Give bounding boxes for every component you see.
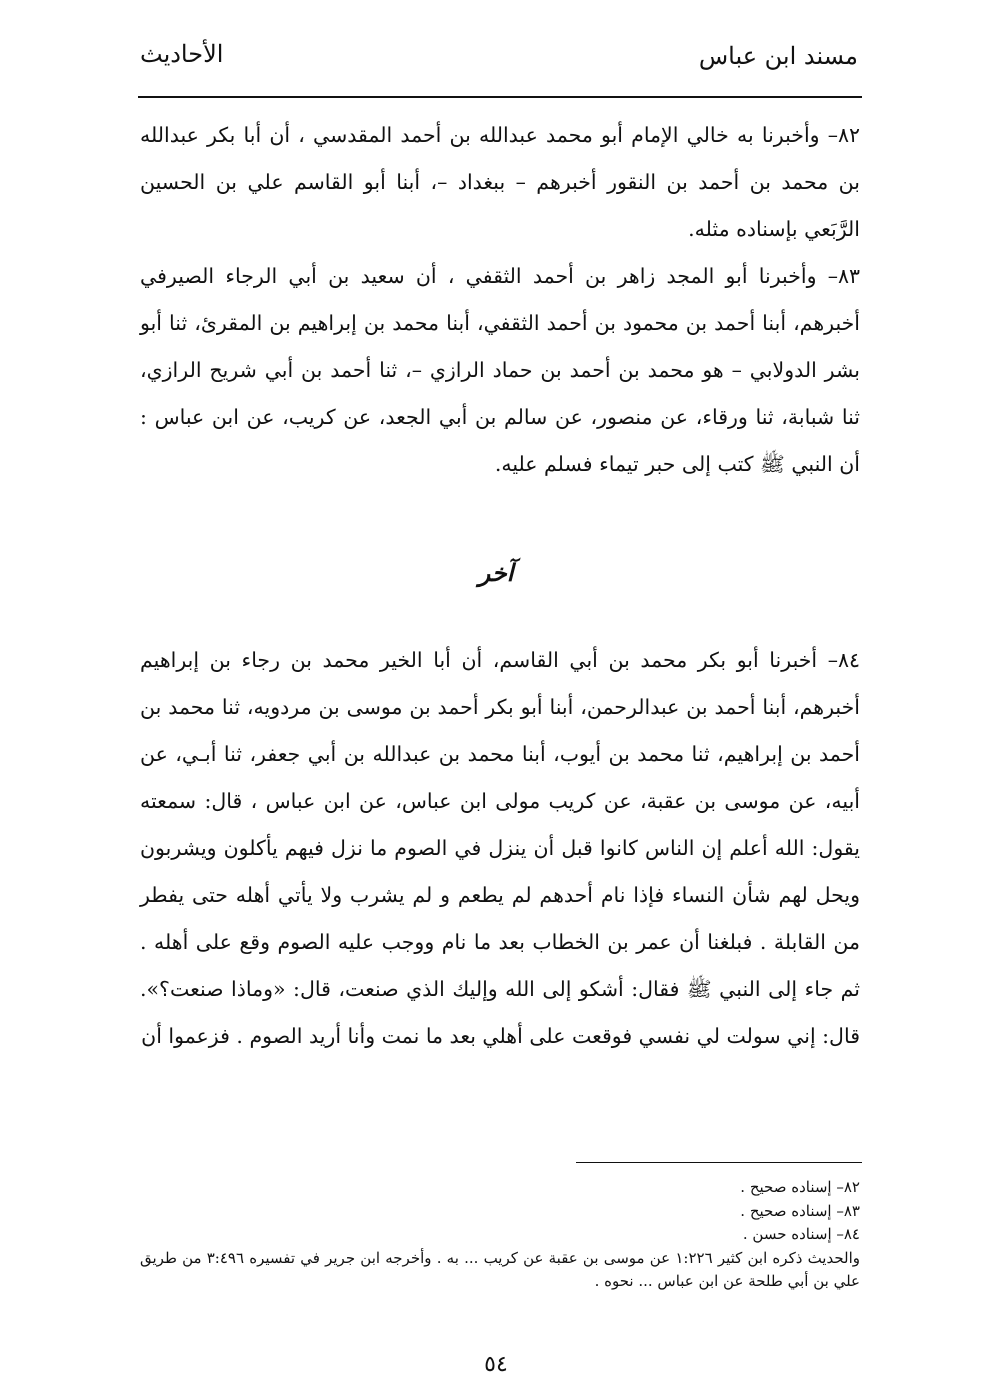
- footnote-divider: [576, 1162, 862, 1163]
- running-header-book-title: مسند ابن عباس: [698, 42, 858, 70]
- footnotes: [140, 1176, 860, 1294]
- hadith-82-paragraph: ٨٢– وأخبرنا به خالي الإمام أبو محمد عبدالله بن أحمد المقدسي ، أن أبا بكر عبدالله بن محمد بن أحمد بن النقور أخبرهم – ببغداد –، أبنا أبو القاسم علي بن الحسين الرَّبَعي بإسناده مثله.: [140, 123, 860, 241]
- hadith-block-bottom: [140, 637, 860, 1060]
- hadith-83-paragraph: ٨٣– وأخبرنا أبو المجد زاهر بن أحمد الثقفي ، أن سعيد بن أبي الرجاء الصيرفي أخبرهم، أبنا أحمد بن محمود بن أحمد الثقفي، أبنا محمد بن إبراهيم بن المقرئ، ثنا أبو بشر الدولابي – هو محمد بن أحمد بن حماد الرازي –، ثنا أحمد بن أبي شريح الرازي، ثنا شبابة، ثنا ورقاء، عن منصور، عن سالم بن أبي الجعد، عن كريب، عن ابن عباس : أن النبي ﷺ كتب إلى حبر تيماء فسلم عليه.: [140, 264, 860, 476]
- hadith-84-paragraph: ٨٤– أخبرنا أبو بكر محمد بن أبي القاسم، أن أبا الخير محمد بن رجاء بن إبراهيم أخبرهم، أبنا أحمد بن عبدالرحمن، أبنا أبو بكر أحمد بن موسى بن مردويه، ثنا محمد بن أحمد بن إبراهيم، ثنا محمد بن أيوب، أبنا محمد بن عبدالله بن أبي جعفر، ثنا أبـي، عن أبيه، عن موسى بن عقبة، عن كريب مولى ابن عباس، عن ابن عباس ، قال: سمعته يقول: الله أعلم إن الناس كانوا قبل أن ينزل في الصوم ما نزل فيهم يأكلون ويشربون ويحل لهم شأن النساء فإذا نام أحدهم لم يطعم و لم يشرب ولا يأتي أهله حتى يفطر من القابلة . فبلغنا أن عمر بن الخطاب بعد ما نام ووجب عليه الصوم وقع على أهله . ثم جاء إلى النبي ﷺ فقال: أشكو إلى الله وإليك الذي صنعت، قال: «وماذا صنعت؟». قال: إني سولت لي نفسي فوقعت على أهلي بعد ما نمت وأنا أريد الصوم . فزعموا أن: [140, 648, 860, 1048]
- page-number: ٥٤: [484, 1352, 508, 1377]
- running-header-section-title: الأحاديث: [140, 40, 224, 68]
- hadith-block-top: [140, 112, 860, 488]
- footnote-84: ٨٤– إسناده حسن .: [742, 1225, 860, 1243]
- footnote-83: ٨٣– إسناده صحيح .: [740, 1201, 860, 1220]
- section-heading: آخر: [478, 558, 514, 587]
- footnote-82: ٨٢– إسناده صحيح .: [740, 1178, 860, 1196]
- header-divider: [138, 96, 862, 98]
- footnote-84-reference: والحديث ذكره ابن كثير ١:٢٢٦ عن موسى بن عقبة عن كريب ... به . وأخرجه ابن جرير في تفسيره ٣:٤٩٦ من طريق علي بن أبي طلحة عن ابن عباس ... نحوه .: [140, 1248, 861, 1290]
